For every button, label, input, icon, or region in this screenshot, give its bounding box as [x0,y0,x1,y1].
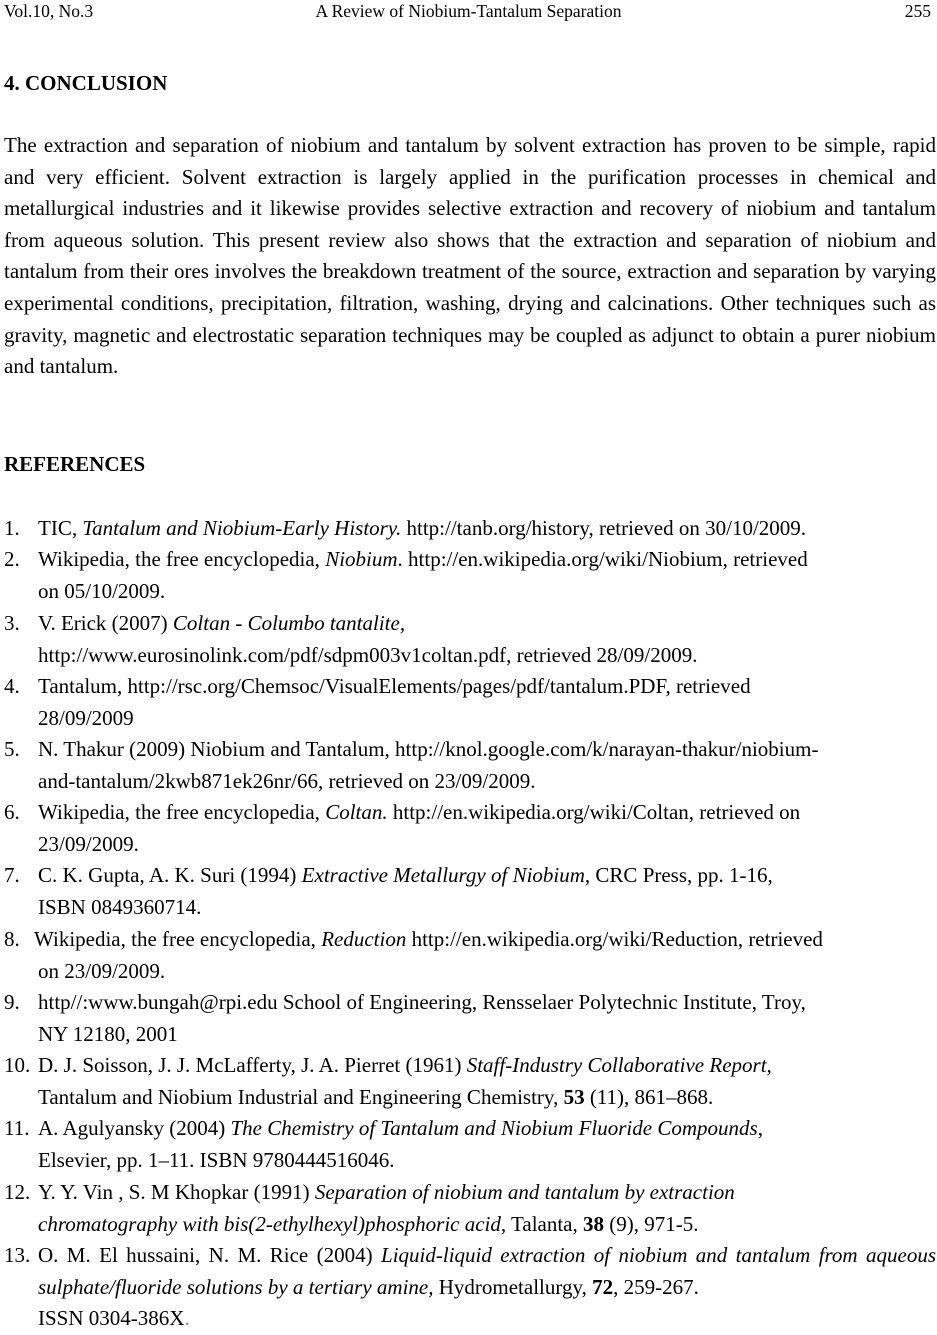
conclusion-paragraph: The extraction and separation of niobium and tantalum by solvent extraction has proven to be simple, rapid and very efficient. Solvent extraction is largely applied in the purification processes in chemical and metallurgical industries and it likewise provides selective extraction and recovery of niobium and tantalum from aqueous solution. This present review also shows that the extraction and separation of niobium and tantalum from their ores involves the breakdown treatment of the source, extraction and separation by varying experimental conditions, precipitation, filtration, washing, drying and calcinations. Other techniques such as gravity, magnetic and electrostatic separation techniques may be coupled as adjunct to obtain a purer niobium and tantalum. [4,133,936,379]
reference-text: O. M. El hussaini, N. M. Rice (2004) [38,1243,382,1267]
reference-number: 10. [4,1053,31,1077]
reference-title-continuation: aqueous sulphate/fluoride solutions by a tertiary amine, [38,1243,937,1299]
reference-text: C. K. Gupta, A. K. Suri (1994) [38,863,302,887]
reference-source: http://tanb.org/history, retrieved on 30/10/2009. [401,516,807,540]
reference-number: 4. [4,674,20,698]
reference-continuation: 28/09/2009 [38,705,134,730]
reference-item-13 [0,1240,937,1335]
reference-item-10 [0,1050,937,1113]
reference-number: 13. [4,1243,31,1267]
reference-number: 2. [4,547,20,571]
reference-item-1 [0,513,937,545]
reference-source: http://en.wikipedia.org/wiki/Coltan, retrieved on [387,800,801,824]
reference-title: Reduction [321,927,407,951]
reference-source: , CRC Press, pp. 1-16, [584,863,773,887]
reference-number: 8. [4,927,20,951]
reference-number: 6. [4,800,20,824]
reference-item-7 [0,860,937,923]
page-number: 255 [904,1,931,21]
reference-continuation: Hydrometallurgy, [433,1274,593,1299]
reference-title-continuation: chromatography with bis(2-ethylhexyl)phosphoric acid, [38,1211,507,1236]
reference-number: 11. [4,1116,30,1140]
reference-source: . http://en.wikipedia.org/wiki/Niobium, retrieved [397,547,808,571]
reference-text: D. J. Soisson, J. J. McLafferty, J. A. Pierret (1961) [38,1053,467,1077]
reference-pages: , 259-267. [613,1274,699,1299]
reference-text: Y. Y. Vin , S. M Khopkar (1991) [38,1180,315,1204]
reference-text: Wikipedia, the free encyclopedia, [34,927,322,951]
conclusion-heading: 4. CONCLUSION [4,71,168,95]
reference-item-9 [0,987,937,1050]
reference-item-12 [0,1177,937,1240]
reference-number: 1. [4,516,20,540]
reference-continuation: 23/09/2009. [38,831,139,856]
reference-title: Staff-Industry Collaborative Report, [466,1053,772,1077]
reference-title: Extractive Metallurgy of Niobium [301,863,585,887]
reference-pages: (11), 861–868. [584,1084,714,1109]
reference-text: V. Erick (2007) [38,611,173,635]
reference-volume: 53 [563,1084,585,1109]
reference-number: 9. [4,990,20,1014]
reference-continuation: http://www.eurosinolink.com/pdf/sdpm003v1coltan.pdf, retrieved 28/09/2009. [38,642,698,667]
reference-issn: ISSN 0304-386X [38,1306,185,1331]
reference-continuation: NY 12180, 2001 [38,1021,178,1046]
journal-volume: Vol.10, No.3 [4,1,94,21]
reference-continuation: Tantalum and Niobium Industrial and Engineering Chemistry, [38,1084,564,1109]
reference-text: TIC, [38,516,83,540]
reference-number: 12. [4,1180,31,1204]
reference-text: Wikipedia, the free encyclopedia, [38,800,326,824]
reference-continuation: on 23/09/2009. [38,958,166,983]
reference-item-4 [0,671,937,734]
reference-volume: 38 [583,1211,605,1236]
reference-text: A. Agulyansky (2004) [38,1116,231,1140]
reference-item-11 [0,1113,937,1176]
reference-pages: (9), 971-5. [604,1211,699,1236]
reference-source: , [757,1116,763,1140]
reference-item-5 [0,734,937,797]
reference-text: http//:www.bungah@rpi.edu School of Engineering, Rensselaer Polytechnic Institute, Troy, [38,990,806,1014]
running-title: A Review of Niobium-Tantalum Separation [315,1,622,21]
reference-number: 5. [4,737,20,761]
reference-continuation: Talanta, [506,1211,584,1236]
reference-continuation: on 05/10/2009. [38,578,166,603]
reference-item-8 [0,924,937,987]
running-head [0,0,937,22]
reference-title: Coltan - Columbo tantalite, [172,611,406,635]
reference-continuation: Elsevier, pp. 1–11. ISBN 9780444516046. [38,1147,395,1172]
reference-title: Tantalum and Niobium-Early History. [82,516,402,540]
reference-title: The Chemistry of Tantalum and Niobium Fluoride Compounds [230,1116,758,1140]
references-heading: REFERENCES [4,452,146,476]
reference-text: Tantalum, http://rsc.org/Chemsoc/VisualElements/pages/pdf/tantalum.PDF, retrieved [38,674,751,698]
reference-title: Niobium [325,547,398,571]
reference-text: N. Thakur (2009) Niobium and Tantalum, http://knol.google.com/k/narayan-thakur/niobium- [38,737,819,761]
reference-number: 7. [4,863,20,887]
reference-item-2 [0,544,937,607]
reference-title: Separation of niobium and tantalum by extraction [314,1180,735,1204]
reference-continuation: ISBN 0849360714. [38,894,202,919]
reference-trailing-period: . [184,1306,190,1331]
reference-title: Liquid-liquid extraction of niobium and tantalum from [381,1243,858,1267]
reference-continuation: and-tantalum/2kwb871ek26nr/66, retrieved on 23/09/2009. [38,768,536,793]
reference-item-3 [0,608,937,671]
reference-text: Wikipedia, the free encyclopedia, [38,547,326,571]
reference-title: Coltan. [325,800,388,824]
reference-item-6 [0,797,937,860]
reference-number: 3. [4,611,20,635]
reference-volume: 72 [592,1274,614,1299]
reference-source: http://en.wikipedia.org/wiki/Reduction, retrieved [406,927,823,951]
